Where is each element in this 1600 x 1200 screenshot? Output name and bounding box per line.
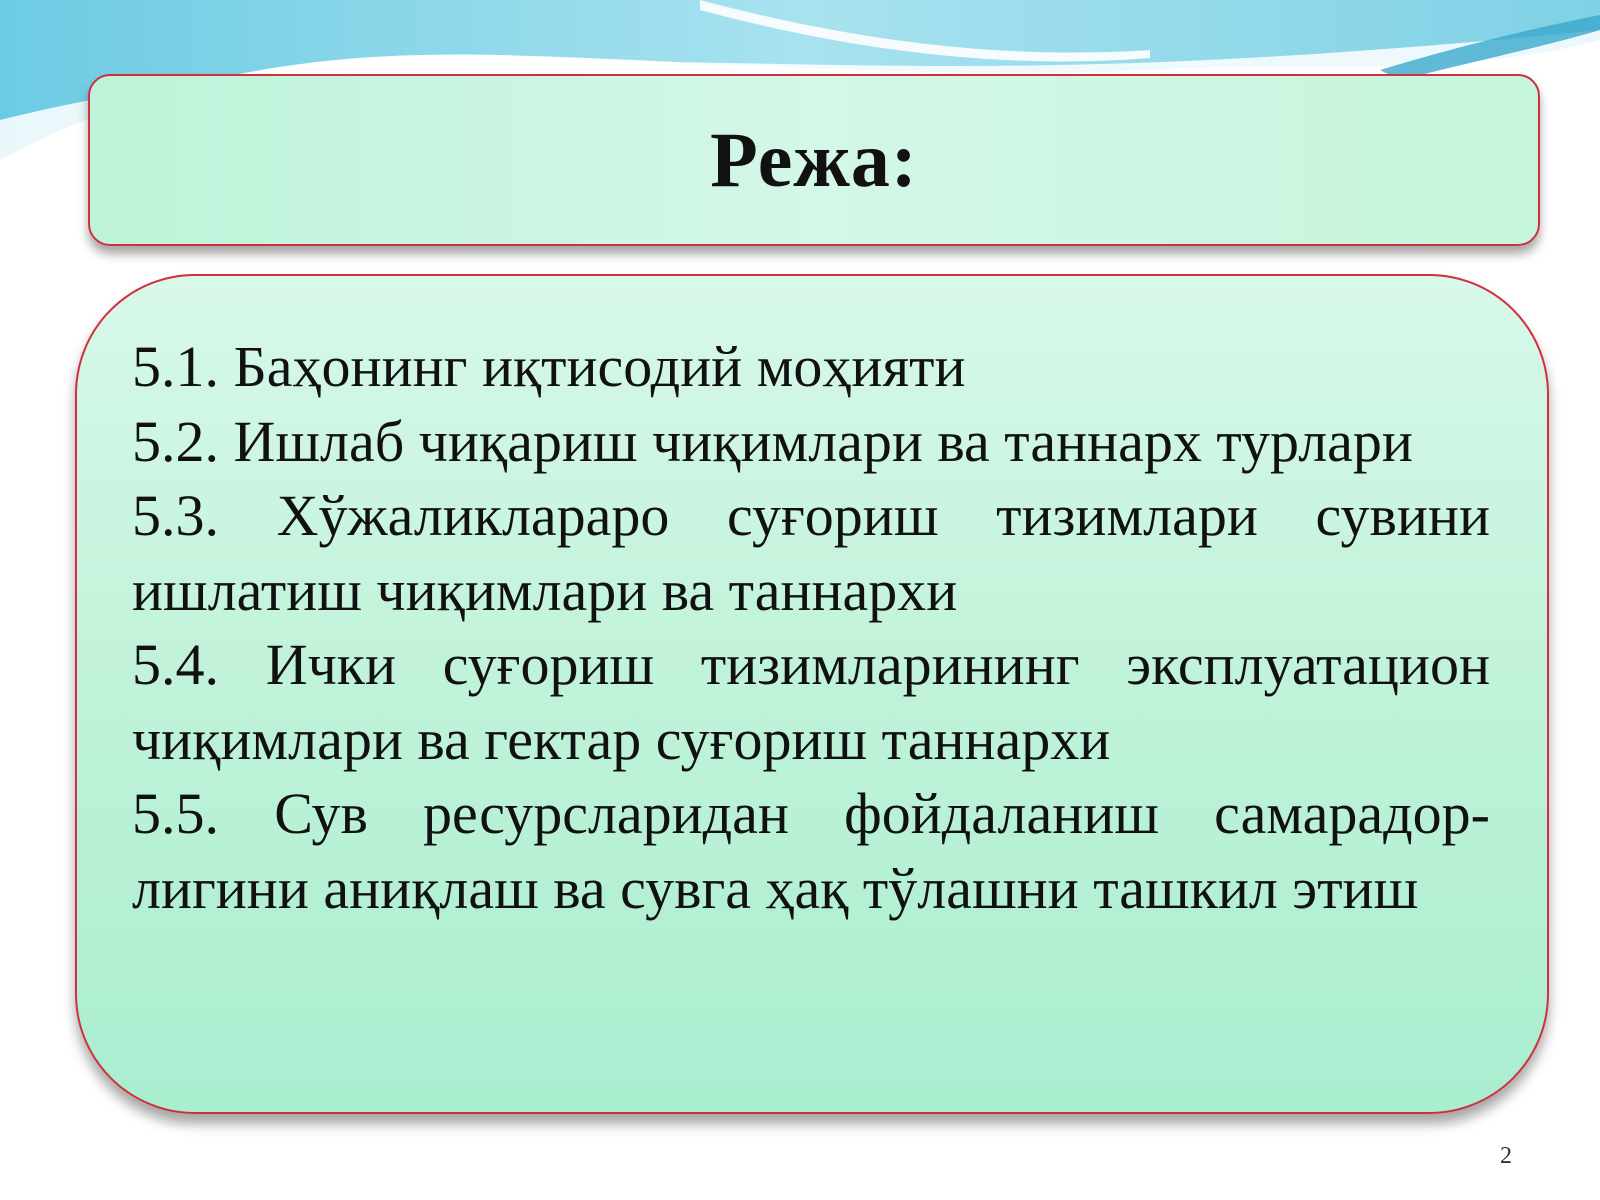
plan-list <box>132 330 1490 926</box>
plan-item: 5.3. Хўжаликлараро суғориш тизимлари сувини ишлатиш чиқимлари ва таннархи <box>132 483 1490 623</box>
page-number: 2 <box>1500 1143 1512 1169</box>
plan-item: 5.4. Ички суғориш тизимларининг эксплуатацион чиқимлари ва гектар суғориш таннархи <box>132 632 1490 772</box>
slide-title: Режа: <box>710 116 918 203</box>
plan-item: 5.1. Баҳонинг иқтисодий моҳияти <box>132 334 966 399</box>
plan-item: 5.5. Сув ресурсларидан фойдаланиш самарадор-лигини аниқлаш ва сувга ҳақ тўлашни ташкил этиш <box>132 781 1490 921</box>
title-banner <box>88 74 1540 246</box>
plan-item: 5.2. Ишлаб чиқариш чиқимлари ва таннарх турлари <box>132 408 1413 474</box>
